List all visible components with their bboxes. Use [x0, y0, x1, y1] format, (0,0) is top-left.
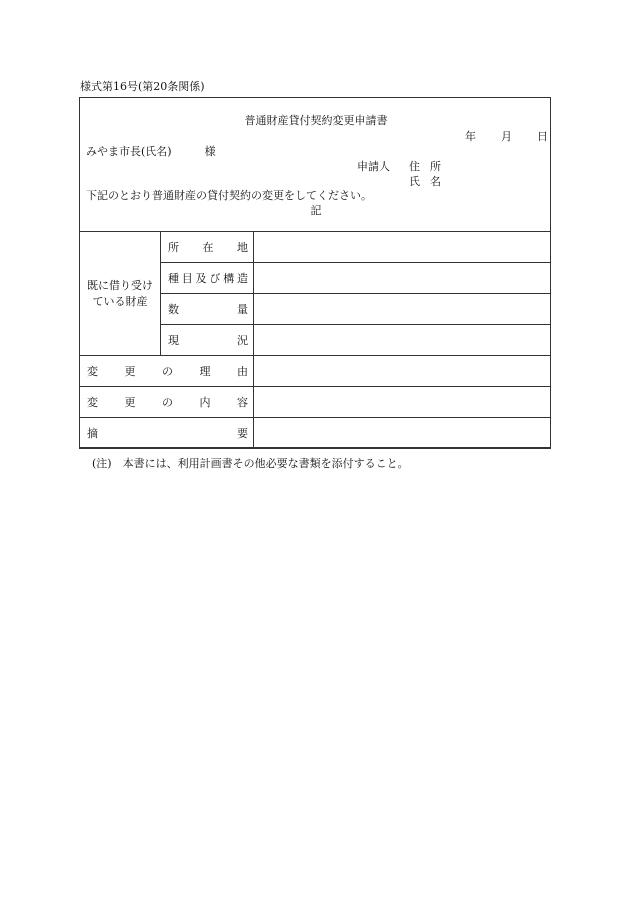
request-text: 下記のとおり普通財産の貸付契約の変更をしてください。 — [86, 189, 372, 202]
date-day-label: 日 — [537, 130, 548, 143]
row-label-type-structure: 種 目 及 び 構 造 — [161, 263, 254, 294]
table-row — [80, 356, 551, 387]
form-number: 様式第16号(第20条関係) — [80, 80, 205, 93]
field-condition[interactable] — [254, 325, 551, 356]
row-label-change-content: 変 更 の 内 容 — [80, 387, 254, 418]
footnote: (注) 本書には、利用計画書その他必要な書類を添付すること。 — [92, 457, 409, 470]
property-group-label: 既に借り受け ている財産 — [80, 232, 161, 356]
field-location[interactable] — [254, 232, 551, 263]
row-label-condition: 現 況 — [161, 325, 254, 356]
field-quantity[interactable] — [254, 294, 551, 325]
row-label-quantity: 数 量 — [161, 294, 254, 325]
form-title: 普通財産貸付契約変更申請書 — [244, 114, 388, 127]
table-row — [80, 232, 551, 263]
row-label-remarks: 摘 要 — [80, 418, 254, 449]
addressee: みやま市長(氏名) 様 — [86, 145, 216, 158]
property-table — [79, 231, 551, 449]
date-year-label: 年 — [465, 130, 476, 143]
field-remarks[interactable] — [254, 418, 551, 449]
applicant-name-label: 氏 名 — [409, 175, 441, 188]
date-month-label: 月 — [501, 130, 512, 143]
row-label-location: 所 在 地 — [161, 232, 254, 263]
applicant-label: 申請人 — [357, 160, 390, 173]
ki-label: 記 — [310, 204, 322, 217]
table-row — [80, 418, 551, 449]
table-row — [80, 387, 551, 418]
field-change-content[interactable] — [254, 387, 551, 418]
row-label-change-reason: 変 更 の 理 由 — [80, 356, 254, 387]
application-form — [79, 97, 551, 448]
applicant-address-label: 住 所 — [409, 160, 441, 173]
field-type-structure[interactable] — [254, 263, 551, 294]
field-change-reason[interactable] — [254, 356, 551, 387]
